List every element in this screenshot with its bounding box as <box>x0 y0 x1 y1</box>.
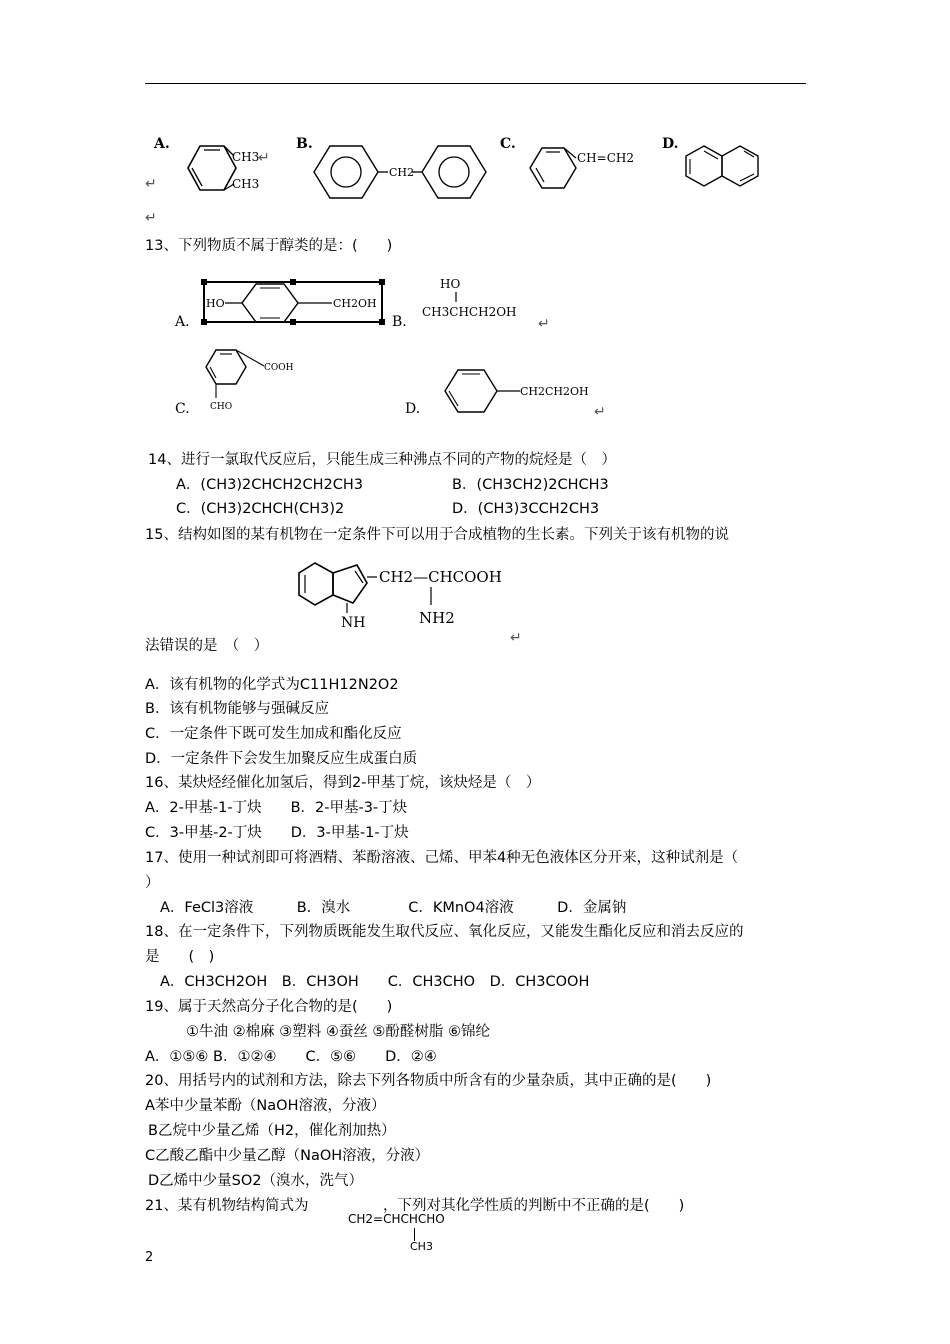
q17-stem-line1: 17、使用一种试剂即可将酒精、苯酚溶液、己烯、甲苯4种无色液体区分开来，这种试剂是（ <box>145 850 739 866</box>
q13-option-c-label: C. <box>175 401 190 417</box>
q17-options: A．FeCl3溶液 B．溴水 C．KMnO4溶液 D．金属钠 <box>160 900 627 916</box>
q21-formula-branch: CH3 <box>410 1240 433 1253</box>
q14-option-c: C．(CH3)2CHCH(CH3)2 <box>176 501 345 517</box>
q13-a-ch2oh: CH2OH <box>333 297 377 310</box>
q16-options-ab: A．2-甲基-1-丁炔 B．2-甲基-3-丁炔 <box>145 800 408 816</box>
q15-structure <box>295 555 525 635</box>
q19-options: A．①⑤⑥ B．①②④ C．⑤⑥ D．②④ <box>145 1049 437 1065</box>
q20-option-b: B乙烷中少量乙烯（H2，催化剂加热） <box>148 1123 396 1139</box>
q12-c-vinyl: CH=CH2 <box>577 151 634 165</box>
q21-stem-end: ，下列对其化学性质的判断中不正确的是( ) <box>383 1198 685 1214</box>
q16-stem: 16、某炔烃经催化加氢后，得到2-甲基丁烷，该炔烃是（ ） <box>145 775 541 791</box>
q21-stem-start: 21、某有机物结构简式为 <box>145 1198 309 1214</box>
q13-option-a-label: A. <box>175 314 190 330</box>
q15-nh2: NH2 <box>419 609 455 627</box>
q14-option-b: B．(CH3CH2)2CHCH3 <box>452 477 609 493</box>
paragraph-mark: ↵ <box>594 404 606 420</box>
q15-option-b: B．该有机物能够与强碱反应 <box>145 701 329 717</box>
q14-option-a: A．(CH3)2CHCH2CH2CH3 <box>176 477 363 493</box>
q15-option-c: C．一定条件下既可发生加成和酯化反应 <box>145 726 402 742</box>
q15-option-a: A．该有机物的化学式为C11H12N2O2 <box>145 677 399 693</box>
q12-option-c-label: C. <box>500 136 516 152</box>
q18-stem-line2: 是 ( ) <box>145 949 215 965</box>
q17-stem-line2: ） <box>145 875 160 891</box>
q12-option-d-label: D. <box>662 136 679 152</box>
paragraph-mark: ↵ <box>510 630 522 646</box>
q20-option-d: D乙烯中少量SO2（溴水，洗气） <box>148 1173 364 1189</box>
q20-option-c: C乙酸乙酯中少量乙醇（NaOH溶液，分液） <box>145 1148 430 1164</box>
q13-c-cooh: COOH <box>264 363 294 373</box>
q12-a-ch3-bottom: CH3 <box>232 177 260 191</box>
q15-stem-line1: 15、结构如图的某有机物在一定条件下可以用于合成植物的生长素。下列关于该有机物的说 <box>145 527 729 543</box>
q19-stem: 19、属于天然高分子化合物的是( ) <box>145 999 393 1015</box>
q21-formula <box>348 1212 445 1226</box>
q12-option-b-label: B. <box>296 136 313 152</box>
q12-b-ch2: CH2 <box>389 166 415 179</box>
q13-option-b-label: B. <box>392 314 407 330</box>
q13-b-chain: CH3CHCH2OH <box>422 305 517 319</box>
q13-b-ho: HO <box>440 277 461 291</box>
q19-items: ①牛油 ②棉麻 ③塑料 ④蚕丝 ⑤酚醛树脂 ⑥锦纶 <box>186 1024 491 1040</box>
q15-stem-line2: 法错误的是 （ ） <box>145 638 269 654</box>
q13-a-ho: HO <box>206 297 225 310</box>
paragraph-mark: ↵ <box>538 316 550 332</box>
paragraph-mark: ↵ <box>145 176 157 192</box>
q16-options-cd: C．3-甲基-2-丁炔 D．3-甲基-1-丁炔 <box>145 825 409 841</box>
q13-stem: 13、下列物质不属于醇类的是：( ) <box>145 238 393 254</box>
q13-option-d-label: D. <box>405 401 421 417</box>
q12-structures <box>140 118 820 233</box>
q13-structures <box>170 270 630 425</box>
q20-stem: 20、用括号内的试剂和方法，除去下列各物质中所含有的少量杂质，其中正确的是( ) <box>145 1073 712 1089</box>
q14-stem: 14、进行一氯取代反应后，只能生成三种沸点不同的产物的烷烃是（ ） <box>148 452 616 468</box>
q15-nh: NH <box>341 615 366 631</box>
q20-option-a: A苯中少量苯酚（NaOH溶液，分液） <box>145 1098 386 1114</box>
q12-option-a-label: A. <box>154 136 170 152</box>
paragraph-mark: ↵ <box>258 150 270 166</box>
q21-formula-main: CH2=CHCHCHO <box>348 1212 445 1226</box>
paragraph-mark: ↵ <box>145 210 157 226</box>
q12-a-ch3-top: CH3 <box>232 150 260 164</box>
q18-options: A．CH3CH2OH B．CH3OH C．CH3CHO D．CH3COOH <box>160 974 590 990</box>
q15-option-d: D．一定条件下会发生加聚反应生成蛋白质 <box>145 751 418 767</box>
header-rule <box>145 83 806 84</box>
q14-option-d: D．(CH3)3CCH2CH3 <box>452 501 600 517</box>
q13-d-ch2ch2oh: CH2CH2OH <box>520 385 589 398</box>
page-number: 2 <box>145 1250 154 1265</box>
q13-c-cho: CHO <box>210 402 233 412</box>
q18-stem-line1: 18、在一定条件下，下列物质既能发生取代反应、氧化反应，又能发生酯化反应和消去反应的 <box>145 924 744 940</box>
q15-chain: CH2—CHCOOH <box>379 568 502 586</box>
